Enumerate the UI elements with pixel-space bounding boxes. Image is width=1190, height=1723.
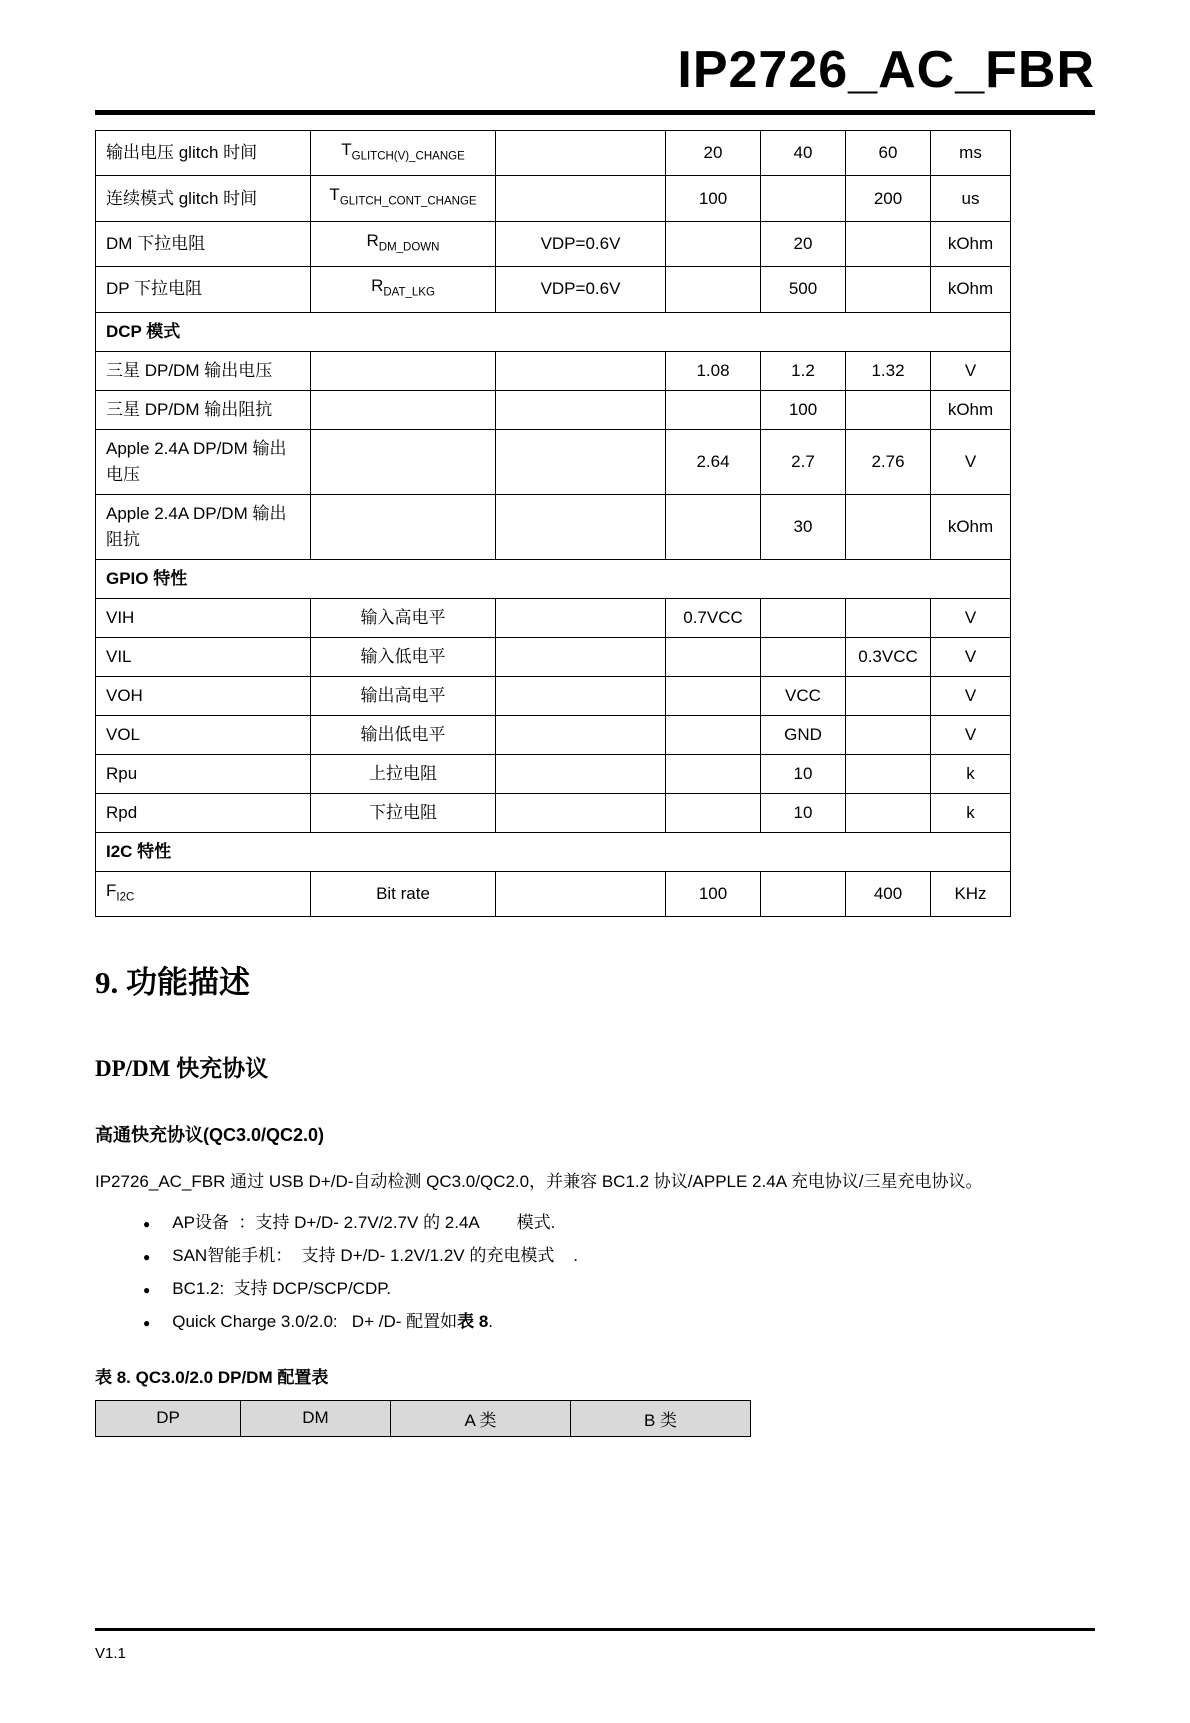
symbol-cell [311, 351, 496, 390]
spec-section-row [96, 559, 1011, 598]
spec-row [96, 871, 1011, 916]
unit-cell: kOhm [931, 221, 1011, 266]
typ-cell: 40 [761, 131, 846, 176]
spec-row [96, 429, 1011, 494]
typ-cell: 10 [761, 754, 846, 793]
condition-cell [496, 754, 666, 793]
typ-cell: 100 [761, 390, 846, 429]
param-cell: 输出电压 glitch 时间 [96, 131, 311, 176]
table8-header-cell: B 类 [571, 1400, 751, 1436]
qc-protocol-heading: 高通快充协议(QC3.0/QC2.0) [95, 1124, 325, 1145]
param-cell: Rpd [96, 793, 311, 832]
typ-cell: 2.7 [761, 429, 846, 494]
condition-cell [496, 637, 666, 676]
condition-cell: VDP=0.6V [496, 267, 666, 312]
param-cell: 三星 DP/DM 输出阻抗 [96, 390, 311, 429]
symbol-cell: Bit rate [311, 871, 496, 916]
symbol-cell: 输入高电平 [311, 598, 496, 637]
unit-cell: kOhm [931, 494, 1011, 559]
typ-cell: 30 [761, 494, 846, 559]
min-cell [666, 793, 761, 832]
bullet-item [95, 1240, 1095, 1273]
typ-cell [761, 598, 846, 637]
condition-cell [496, 131, 666, 176]
typ-cell: 10 [761, 793, 846, 832]
spec-row [96, 676, 1011, 715]
symbol-cell: $R_{DM\_DOWN}$ [311, 221, 496, 266]
param-cell: VIL [96, 637, 311, 676]
unit-cell: kOhm [931, 267, 1011, 312]
table8-header-cell: A 类 [391, 1400, 571, 1436]
condition-cell [496, 390, 666, 429]
bullet-item [95, 1306, 1095, 1339]
max-cell [846, 267, 931, 312]
document-title: IP2726_AC_FBR [677, 41, 1095, 99]
symbol-cell: $R_{DAT\_LKG}$ [311, 267, 496, 312]
symbol-cell: 下拉电阻 [311, 793, 496, 832]
table8-caption: 表 8. QC3.0/2.0 DP/DM 配置表 [95, 1367, 329, 1387]
section-label: I2C 特性 [96, 832, 1011, 871]
typ-cell: 500 [761, 267, 846, 312]
spec-row [96, 637, 1011, 676]
spec-row [96, 267, 1011, 312]
unit-cell: V [931, 715, 1011, 754]
condition-cell [496, 176, 666, 221]
condition-cell [496, 494, 666, 559]
condition-cell [496, 676, 666, 715]
section-label: DCP 模式 [96, 312, 1011, 351]
param-cell: DP 下拉电阻 [96, 267, 311, 312]
bullet-item [95, 1273, 1095, 1306]
spec-section-row [96, 832, 1011, 871]
unit-cell: V [931, 598, 1011, 637]
footer-version: V1.1 [95, 1645, 126, 1662]
table8-header-row [96, 1400, 751, 1436]
unit-cell: V [931, 637, 1011, 676]
max-cell [846, 390, 931, 429]
symbol-cell: 输入低电平 [311, 637, 496, 676]
spec-table-body [96, 131, 1011, 917]
param-cell: $F_{I2C}$ [96, 871, 311, 916]
symbol-cell: 输出低电平 [311, 715, 496, 754]
max-cell [846, 754, 931, 793]
unit-cell: V [931, 351, 1011, 390]
min-cell: 0.7VCC [666, 598, 761, 637]
bullet-dot-icon: ● [143, 1282, 151, 1297]
min-cell: 100 [666, 176, 761, 221]
max-cell [846, 598, 931, 637]
min-cell [666, 754, 761, 793]
bullet-text: AP设备 ：支持 D+/D- 2.7V/2.7V 的 2.4A 模式. [172, 1212, 556, 1232]
unit-cell: V [931, 676, 1011, 715]
unit-cell: KHz [931, 871, 1011, 916]
spec-row [96, 221, 1011, 266]
spec-row [96, 351, 1011, 390]
typ-cell: 1.2 [761, 351, 846, 390]
min-cell [666, 390, 761, 429]
symbol-cell: 上拉电阻 [311, 754, 496, 793]
electrical-spec-table [95, 130, 1011, 917]
condition-cell [496, 351, 666, 390]
table8-header-cell: DM [241, 1400, 391, 1436]
param-cell: VOL [96, 715, 311, 754]
unit-cell: us [931, 176, 1011, 221]
unit-cell: k [931, 754, 1011, 793]
qc-bullet-list [95, 1207, 1095, 1339]
spec-section-row [96, 312, 1011, 351]
min-cell: 2.64 [666, 429, 761, 494]
spec-row [96, 715, 1011, 754]
section-label: GPIO 特性 [96, 559, 1011, 598]
max-cell [846, 676, 931, 715]
bullet-text: BC1.2: 支持 DCP/SCP/CDP. [172, 1278, 392, 1298]
page-footer [95, 1628, 1095, 1662]
bullet-dot-icon: ● [143, 1249, 151, 1264]
header-rule [95, 110, 1095, 115]
min-cell [666, 637, 761, 676]
datasheet-page [0, 40, 1190, 1723]
max-cell: 200 [846, 176, 931, 221]
symbol-cell [311, 390, 496, 429]
max-cell: 400 [846, 871, 931, 916]
bullet-dot-icon: ● [143, 1315, 151, 1330]
max-cell: 0.3VCC [846, 637, 931, 676]
unit-cell: kOhm [931, 390, 1011, 429]
param-cell: Apple 2.4A DP/DM 输出阻抗 [96, 494, 311, 559]
max-cell: 2.76 [846, 429, 931, 494]
unit-cell: ms [931, 131, 1011, 176]
qc-config-table [95, 1400, 751, 1437]
spec-row [96, 494, 1011, 559]
dpdm-protocol-heading: DP/DM 快充协议 [95, 1055, 269, 1081]
param-cell: Apple 2.4A DP/DM 输出电压 [96, 429, 311, 494]
min-cell [666, 715, 761, 754]
symbol-cell: 输出高电平 [311, 676, 496, 715]
min-cell [666, 267, 761, 312]
symbol-cell [311, 429, 496, 494]
unit-cell: V [931, 429, 1011, 494]
condition-cell [496, 871, 666, 916]
condition-cell [496, 793, 666, 832]
max-cell [846, 715, 931, 754]
unit-cell: k [931, 793, 1011, 832]
symbol-cell: $T_{GLITCH(V)\_CHANGE}$ [311, 131, 496, 176]
min-cell: 100 [666, 871, 761, 916]
max-cell [846, 793, 931, 832]
max-cell: 60 [846, 131, 931, 176]
bullet-text: Quick Charge 3.0/2.0: D+ /D- 配置如表 8. [172, 1311, 494, 1331]
param-cell: Rpu [96, 754, 311, 793]
max-cell: 1.32 [846, 351, 931, 390]
symbol-cell: $T_{GLITCH\_CONT\_CHANGE}$ [311, 176, 496, 221]
bullet-item [95, 1207, 1095, 1240]
spec-row [96, 390, 1011, 429]
param-cell: VOH [96, 676, 311, 715]
symbol-cell [311, 494, 496, 559]
page-content [95, 40, 1095, 1437]
section-9-heading: 9. 功能描述 [95, 964, 250, 1000]
param-cell: DM 下拉电阻 [96, 221, 311, 266]
max-cell [846, 494, 931, 559]
param-cell: 连续模式 glitch 时间 [96, 176, 311, 221]
min-cell: 1.08 [666, 351, 761, 390]
param-cell: 三星 DP/DM 输出电压 [96, 351, 311, 390]
max-cell [846, 221, 931, 266]
typ-cell [761, 176, 846, 221]
spec-row [96, 754, 1011, 793]
condition-cell [496, 429, 666, 494]
min-cell: 20 [666, 131, 761, 176]
spec-row [96, 598, 1011, 637]
min-cell [666, 676, 761, 715]
condition-cell: VDP=0.6V [496, 221, 666, 266]
qc-description-paragraph: IP2726_AC_FBR 通过 USB D+/D-自动检测 QC3.0/QC2.0，并兼容 BC1.2 协议/APPLE 2.4A 充电协议/三星充电协议。 [95, 1171, 983, 1191]
typ-cell: 20 [761, 221, 846, 266]
min-cell [666, 221, 761, 266]
footer-rule [95, 1628, 1095, 1631]
table8-header-cell: DP [96, 1400, 241, 1436]
condition-cell [496, 715, 666, 754]
spec-row [96, 793, 1011, 832]
typ-cell: VCC [761, 676, 846, 715]
typ-cell: GND [761, 715, 846, 754]
spec-row [96, 176, 1011, 221]
condition-cell [496, 598, 666, 637]
spec-row [96, 131, 1011, 176]
param-cell: VIH [96, 598, 311, 637]
typ-cell [761, 637, 846, 676]
bullet-dot-icon: ● [143, 1216, 151, 1231]
typ-cell [761, 871, 846, 916]
bullet-text: SAN智能手机： 支持 D+/D- 1.2V/1.2V 的充电模式 . [172, 1245, 578, 1265]
min-cell [666, 494, 761, 559]
